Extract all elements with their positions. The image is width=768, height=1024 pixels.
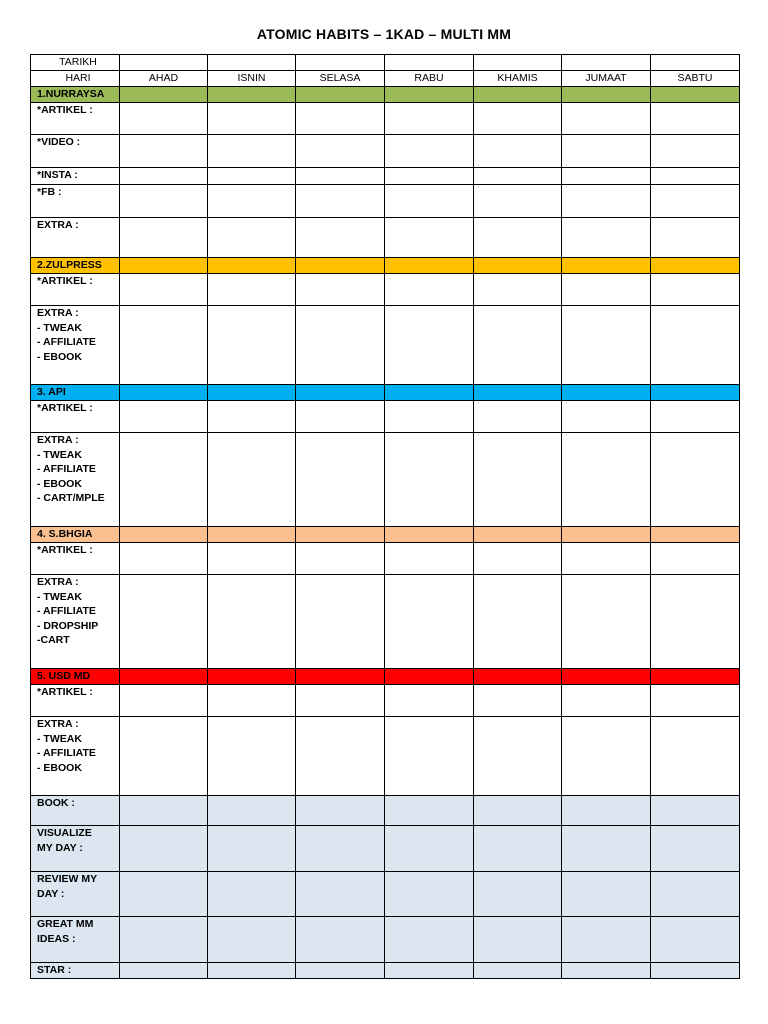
checkbox-cell[interactable]	[474, 717, 562, 796]
task-label-line: *ARTIKEL :	[37, 544, 93, 556]
checkbox-cell[interactable]	[474, 685, 562, 717]
task-label-line: - TWEAK	[37, 590, 82, 603]
section-band-cell[interactable]	[385, 87, 474, 103]
section-title: 5. USD MD	[31, 669, 120, 685]
summary-label	[31, 796, 120, 826]
task-label-line: - TWEAK	[37, 448, 82, 461]
checkbox-cell[interactable]	[474, 575, 562, 669]
checkbox-cell[interactable]	[296, 575, 385, 669]
task-label-line: *INSTA :	[37, 169, 78, 181]
summary-label	[31, 963, 120, 979]
summary-label-line: REVIEW MY	[37, 873, 98, 885]
habit-tracker-table	[30, 54, 740, 979]
checkbox-cell[interactable]	[651, 168, 740, 185]
section-band-cell[interactable]	[120, 87, 208, 103]
checkbox-cell[interactable]	[385, 135, 474, 168]
summary-cell[interactable]	[296, 963, 385, 979]
section-band-cell[interactable]	[385, 669, 474, 685]
task-label-line: - AFFILIATE	[37, 336, 96, 348]
checkbox-cell[interactable]	[120, 543, 208, 575]
section-band-cell[interactable]	[208, 258, 296, 274]
task-label-line: EXTRA :	[37, 718, 79, 730]
task-label-line: - AFFILIATE	[37, 463, 96, 475]
task-label-line: - TWEAK	[37, 732, 82, 745]
summary-cell[interactable]	[562, 826, 651, 872]
checkbox-cell[interactable]	[120, 274, 208, 306]
task-label-line: - DROPSHIP	[37, 619, 99, 632]
summary-cell[interactable]	[385, 917, 474, 963]
summary-label-line: BOOK :	[37, 797, 75, 809]
summary-cell[interactable]	[120, 963, 208, 979]
summary-cell[interactable]	[208, 917, 296, 963]
section-title: 1.NURRAYSA	[31, 87, 120, 103]
summary-cell[interactable]	[208, 796, 296, 826]
checkbox-cell[interactable]	[651, 306, 740, 385]
checkbox-cell[interactable]	[651, 185, 740, 218]
summary-label-line: MY DAY :	[37, 841, 83, 854]
day-header: SELASA	[296, 71, 385, 87]
day-header: ISNIN	[208, 71, 296, 87]
date-cell[interactable]	[385, 55, 474, 71]
checkbox-cell[interactable]	[651, 274, 740, 306]
document-title: ATOMIC HABITS – 1KAD – MULTI MM	[256, 26, 512, 42]
checkbox-cell[interactable]	[120, 401, 208, 433]
summary-cell[interactable]	[296, 796, 385, 826]
section-band-cell[interactable]	[385, 527, 474, 543]
summary-cell[interactable]	[296, 872, 385, 917]
summary-cell[interactable]	[120, 872, 208, 917]
section-band-cell[interactable]	[651, 87, 740, 103]
summary-cell[interactable]	[474, 872, 562, 917]
task-label-line: *VIDEO :	[37, 136, 81, 148]
task-label	[31, 433, 120, 527]
section-band-cell[interactable]	[562, 527, 651, 543]
task-label-line: - TWEAK	[37, 321, 82, 334]
summary-label-line: GREAT MM	[37, 918, 94, 930]
checkbox-cell[interactable]	[120, 103, 208, 135]
task-label	[31, 135, 120, 168]
checkbox-cell[interactable]	[562, 274, 651, 306]
checkbox-cell[interactable]	[385, 717, 474, 796]
summary-cell[interactable]	[120, 796, 208, 826]
checkbox-cell[interactable]	[385, 401, 474, 433]
checkbox-cell[interactable]	[120, 185, 208, 218]
task-label	[31, 168, 120, 185]
checkbox-cell[interactable]	[385, 103, 474, 135]
date-cell[interactable]	[474, 55, 562, 71]
checkbox-cell[interactable]	[562, 185, 651, 218]
checkbox-cell[interactable]	[651, 433, 740, 527]
section-band-cell[interactable]	[296, 385, 385, 401]
date-cell[interactable]	[296, 55, 385, 71]
checkbox-cell[interactable]	[562, 135, 651, 168]
summary-cell[interactable]	[474, 796, 562, 826]
section-band-cell[interactable]	[296, 527, 385, 543]
day-header: RABU	[385, 71, 474, 87]
checkbox-cell[interactable]	[296, 543, 385, 575]
summary-cell[interactable]	[562, 963, 651, 979]
checkbox-cell[interactable]	[474, 168, 562, 185]
task-label	[31, 274, 120, 306]
task-label-line: - AFFILIATE	[37, 605, 96, 617]
checkbox-cell[interactable]	[385, 218, 474, 258]
section-band-cell[interactable]	[562, 258, 651, 274]
checkbox-cell[interactable]	[474, 543, 562, 575]
checkbox-cell[interactable]	[208, 433, 296, 527]
checkbox-cell[interactable]	[296, 185, 385, 218]
section-band-cell[interactable]	[208, 385, 296, 401]
task-label	[31, 685, 120, 717]
checkbox-cell[interactable]	[385, 543, 474, 575]
checkbox-cell[interactable]	[208, 543, 296, 575]
section-band-cell[interactable]	[474, 669, 562, 685]
checkbox-cell[interactable]	[208, 401, 296, 433]
checkbox-cell[interactable]	[296, 218, 385, 258]
checkbox-cell[interactable]	[296, 685, 385, 717]
section-band-cell[interactable]	[296, 258, 385, 274]
summary-cell[interactable]	[562, 917, 651, 963]
checkbox-cell[interactable]	[474, 401, 562, 433]
checkbox-cell[interactable]	[385, 185, 474, 218]
section-title: 3. API	[31, 385, 120, 401]
checkbox-cell[interactable]	[651, 543, 740, 575]
checkbox-cell[interactable]	[651, 218, 740, 258]
task-label-line: *ARTIKEL :	[37, 104, 93, 116]
checkbox-cell[interactable]	[385, 685, 474, 717]
summary-label-line: VISUALIZE	[37, 827, 92, 839]
summary-cell[interactable]	[474, 826, 562, 872]
task-label-line: *ARTIKEL :	[37, 686, 93, 698]
section-band-cell[interactable]	[562, 87, 651, 103]
task-label	[31, 306, 120, 385]
summary-cell[interactable]	[208, 963, 296, 979]
date-cell[interactable]	[651, 55, 740, 71]
section-band-cell[interactable]	[474, 258, 562, 274]
checkbox-cell[interactable]	[562, 103, 651, 135]
section-band-cell[interactable]	[651, 527, 740, 543]
section-band-cell[interactable]	[120, 258, 208, 274]
section-band-cell[interactable]	[651, 258, 740, 274]
checkbox-cell[interactable]	[562, 168, 651, 185]
checkbox-cell[interactable]	[385, 575, 474, 669]
checkbox-cell[interactable]	[651, 717, 740, 796]
checkbox-cell[interactable]	[474, 306, 562, 385]
summary-cell[interactable]	[385, 796, 474, 826]
task-label-line: - EBOOK	[37, 350, 82, 363]
checkbox-cell[interactable]	[562, 543, 651, 575]
checkbox-cell[interactable]	[208, 685, 296, 717]
checkbox-cell[interactable]	[296, 103, 385, 135]
checkbox-cell[interactable]	[208, 306, 296, 385]
checkbox-cell[interactable]	[296, 433, 385, 527]
checkbox-cell[interactable]	[208, 103, 296, 135]
summary-cell[interactable]	[651, 963, 740, 979]
checkbox-cell[interactable]	[120, 306, 208, 385]
task-label	[31, 103, 120, 135]
section-band-cell[interactable]	[208, 527, 296, 543]
checkbox-cell[interactable]	[120, 717, 208, 796]
checkbox-cell[interactable]	[208, 717, 296, 796]
summary-label-line: IDEAS :	[37, 932, 76, 945]
checkbox-cell[interactable]	[208, 274, 296, 306]
checkbox-cell[interactable]	[474, 185, 562, 218]
task-label	[31, 185, 120, 218]
tarikh-label: TARIKH	[31, 55, 120, 71]
section-band-cell[interactable]	[385, 258, 474, 274]
summary-cell[interactable]	[296, 917, 385, 963]
checkbox-cell[interactable]	[208, 218, 296, 258]
summary-cell[interactable]	[651, 917, 740, 963]
summary-cell[interactable]	[562, 872, 651, 917]
task-label-line: *ARTIKEL :	[37, 402, 93, 414]
checkbox-cell[interactable]	[208, 135, 296, 168]
task-label-line: EXTRA :	[37, 576, 79, 588]
summary-cell[interactable]	[651, 796, 740, 826]
section-band-cell[interactable]	[474, 527, 562, 543]
checkbox-cell[interactable]	[562, 218, 651, 258]
summary-label-line: DAY :	[37, 887, 65, 900]
checkbox-cell[interactable]	[120, 218, 208, 258]
section-band-cell[interactable]	[296, 669, 385, 685]
checkbox-cell[interactable]	[474, 103, 562, 135]
checkbox-cell[interactable]	[296, 168, 385, 185]
summary-cell[interactable]	[120, 826, 208, 872]
date-cell[interactable]	[562, 55, 651, 71]
checkbox-cell[interactable]	[651, 685, 740, 717]
task-label-line: *ARTIKEL :	[37, 275, 93, 287]
checkbox-cell[interactable]	[208, 575, 296, 669]
section-title: 2.ZULPRESS	[31, 258, 120, 274]
checkbox-cell[interactable]	[208, 168, 296, 185]
checkbox-cell[interactable]	[296, 274, 385, 306]
checkbox-cell[interactable]	[120, 168, 208, 185]
checkbox-cell[interactable]	[474, 433, 562, 527]
task-label-line: EXTRA :	[37, 219, 79, 231]
task-label-line: - EBOOK	[37, 477, 82, 490]
task-label-line: - AFFILIATE	[37, 747, 96, 759]
checkbox-cell[interactable]	[562, 575, 651, 669]
checkbox-cell[interactable]	[120, 575, 208, 669]
checkbox-cell[interactable]	[296, 135, 385, 168]
task-label-line: *FB :	[37, 186, 62, 198]
summary-cell[interactable]	[474, 917, 562, 963]
section-band-cell[interactable]	[474, 87, 562, 103]
section-band-cell[interactable]	[208, 87, 296, 103]
section-band-cell[interactable]	[385, 385, 474, 401]
task-label	[31, 218, 120, 258]
summary-cell[interactable]	[651, 872, 740, 917]
task-label	[31, 717, 120, 796]
checkbox-cell[interactable]	[474, 274, 562, 306]
checkbox-cell[interactable]	[562, 717, 651, 796]
section-band-cell[interactable]	[562, 385, 651, 401]
checkbox-cell[interactable]	[562, 685, 651, 717]
hari-label: HARI	[31, 71, 120, 87]
checkbox-cell[interactable]	[385, 274, 474, 306]
task-label-line: EXTRA :	[37, 307, 79, 319]
section-band-cell[interactable]	[120, 669, 208, 685]
task-label-line: - CART/MPLE	[37, 492, 105, 504]
checkbox-cell[interactable]	[208, 185, 296, 218]
summary-label	[31, 826, 120, 872]
checkbox-cell[interactable]	[296, 306, 385, 385]
checkbox-cell[interactable]	[562, 401, 651, 433]
section-band-cell[interactable]	[120, 385, 208, 401]
day-header: AHAD	[120, 71, 208, 87]
date-cell[interactable]	[208, 55, 296, 71]
summary-cell[interactable]	[296, 826, 385, 872]
checkbox-cell[interactable]	[120, 433, 208, 527]
section-band-cell[interactable]	[651, 669, 740, 685]
checkbox-cell[interactable]	[296, 401, 385, 433]
section-band-cell[interactable]	[208, 669, 296, 685]
task-label-line: - EBOOK	[37, 761, 82, 774]
task-label	[31, 401, 120, 433]
section-band-cell[interactable]	[651, 385, 740, 401]
day-header: SABTU	[651, 71, 740, 87]
summary-cell[interactable]	[208, 826, 296, 872]
summary-label-line: STAR :	[37, 964, 72, 976]
task-label	[31, 575, 120, 669]
checkbox-cell[interactable]	[651, 401, 740, 433]
section-band-cell[interactable]	[296, 87, 385, 103]
checkbox-cell[interactable]	[296, 717, 385, 796]
checkbox-cell[interactable]	[651, 103, 740, 135]
checkbox-cell[interactable]	[385, 433, 474, 527]
summary-cell[interactable]	[385, 826, 474, 872]
section-band-cell[interactable]	[562, 669, 651, 685]
day-header: JUMAAT	[562, 71, 651, 87]
checkbox-cell[interactable]	[120, 685, 208, 717]
summary-cell[interactable]	[474, 963, 562, 979]
checkbox-cell[interactable]	[385, 168, 474, 185]
summary-cell[interactable]	[651, 826, 740, 872]
section-band-cell[interactable]	[474, 385, 562, 401]
section-title: 4. S.BHGIA	[31, 527, 120, 543]
summary-cell[interactable]	[385, 963, 474, 979]
summary-cell[interactable]	[208, 872, 296, 917]
task-label-line: EXTRA :	[37, 434, 79, 446]
summary-cell[interactable]	[120, 917, 208, 963]
summary-cell[interactable]	[562, 796, 651, 826]
checkbox-cell[interactable]	[385, 306, 474, 385]
checkbox-cell[interactable]	[651, 575, 740, 669]
day-header: KHAMIS	[474, 71, 562, 87]
checkbox-cell[interactable]	[474, 135, 562, 168]
checkbox-cell[interactable]	[474, 218, 562, 258]
checkbox-cell[interactable]	[120, 135, 208, 168]
checkbox-cell[interactable]	[562, 306, 651, 385]
section-band-cell[interactable]	[120, 527, 208, 543]
task-label	[31, 543, 120, 575]
summary-cell[interactable]	[385, 872, 474, 917]
checkbox-cell[interactable]	[562, 433, 651, 527]
summary-label	[31, 917, 120, 963]
date-cell[interactable]	[120, 55, 208, 71]
task-label-line: -CART	[37, 634, 70, 646]
summary-label	[31, 872, 120, 917]
checkbox-cell[interactable]	[651, 135, 740, 168]
